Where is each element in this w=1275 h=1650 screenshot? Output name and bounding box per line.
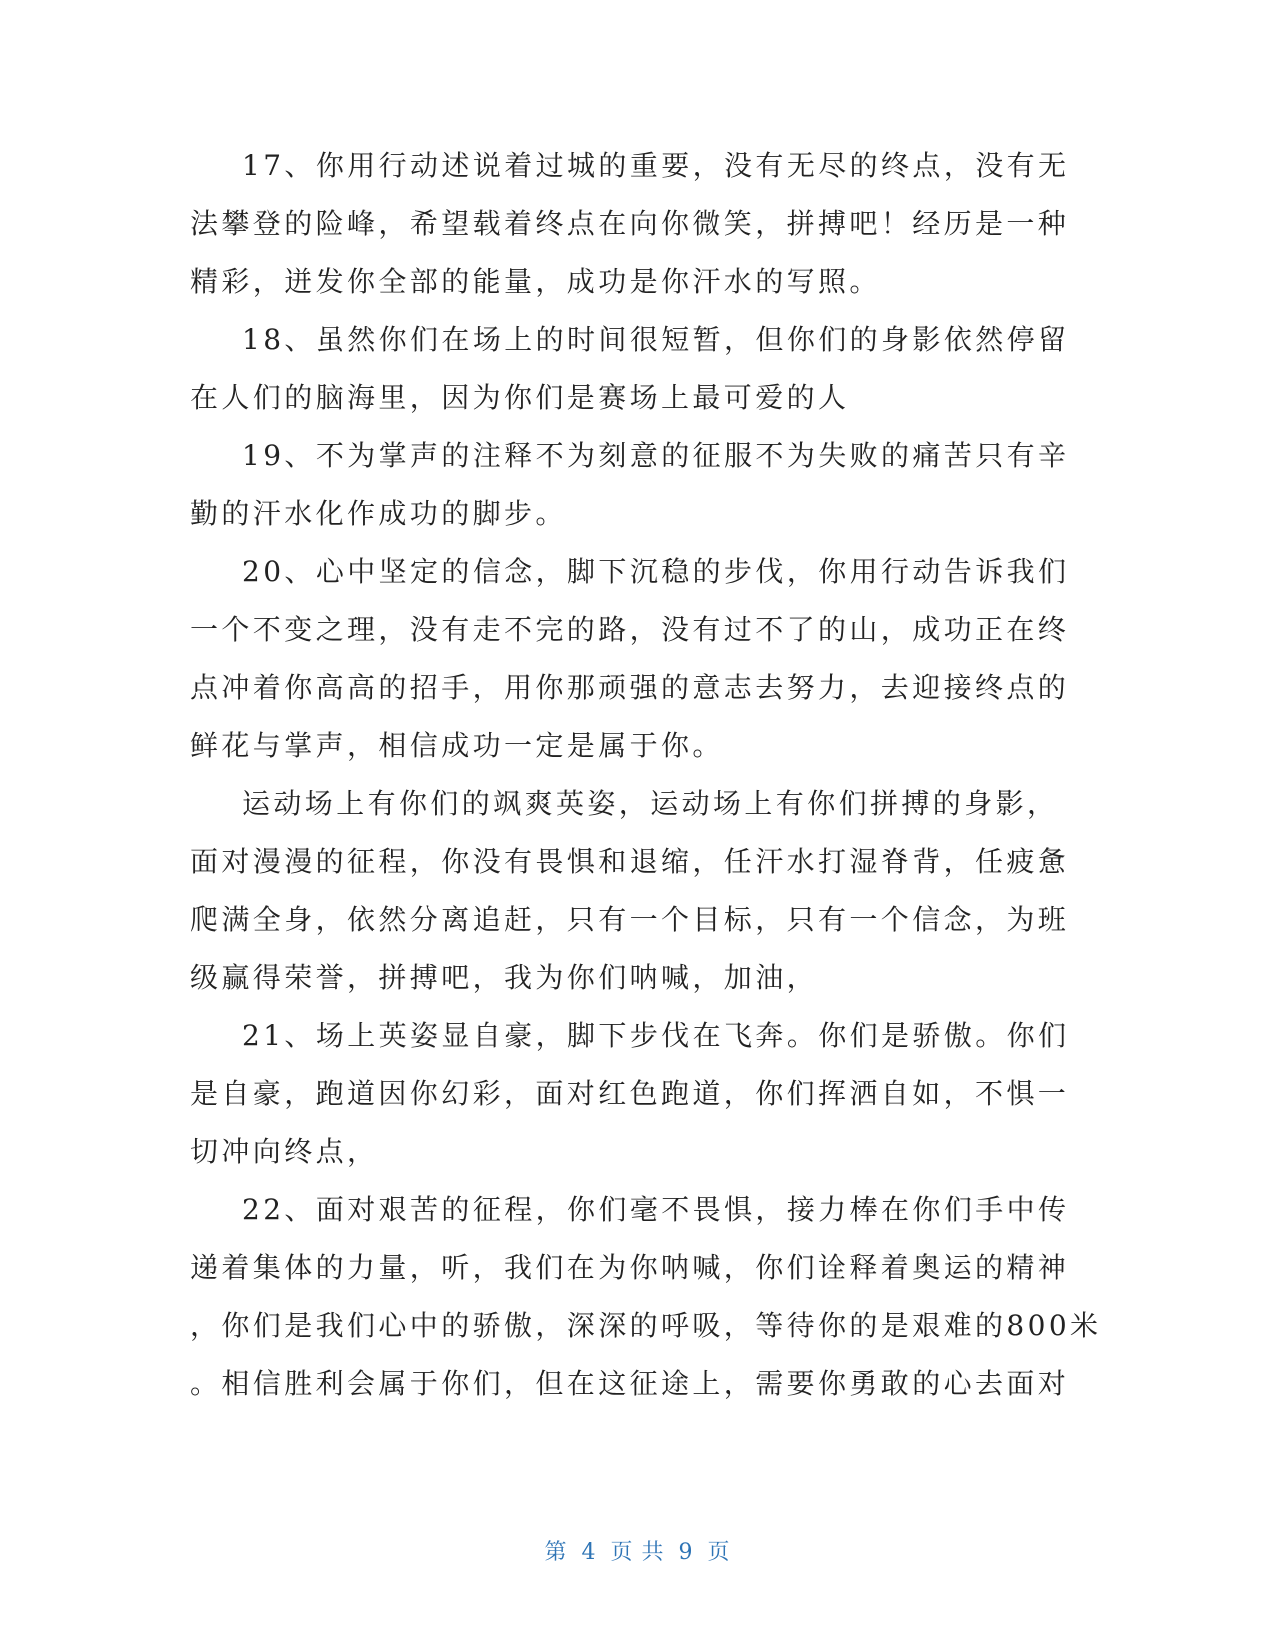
- text-line: 点冲着你高高的招手，用你那顽强的意志去努力，去迎接终点的: [190, 671, 1070, 704]
- text-line: 21、场上英姿显自豪，脚下步伐在飞奔。你们是骄傲。你们: [242, 1019, 1070, 1052]
- text-line: ，你们是我们心中的骄傲，深深的呼吸，等待你的是艰难的800米: [190, 1309, 1102, 1342]
- total-pages-number: 9: [678, 1540, 694, 1565]
- text-line: 切冲向终点，: [190, 1135, 379, 1168]
- footer-middle: 页 共: [610, 1540, 665, 1565]
- text-line: 精彩，迸发你全部的能量，成功是你汗水的写照。: [190, 265, 881, 298]
- text-line: 爬满全身，依然分离追赶，只有一个目标，只有一个信念，为班: [190, 903, 1070, 936]
- footer-prefix: 第: [544, 1540, 568, 1565]
- text-line: 法攀登的险峰，希望载着终点在向你微笑，拼搏吧！经历是一种: [190, 207, 1070, 240]
- text-line: 一个不变之理，没有走不完的路，没有过不了的山，成功正在终: [190, 613, 1070, 646]
- text-line: 递着集体的力量，听，我们在为你呐喊，你们诠释着奥运的精神: [190, 1251, 1070, 1284]
- page-footer: [0, 1538, 1275, 1568]
- text-line: 鲜花与掌声，相信成功一定是属于你。: [190, 729, 724, 762]
- text-line: 级赢得荣誉，拼搏吧，我为你们呐喊，加油，: [190, 961, 819, 994]
- text-line: 18、虽然你们在场上的时间很短暂，但你们的身影依然停留: [242, 323, 1070, 356]
- text-line: 在人们的脑海里，因为你们是赛场上最可爱的人: [190, 381, 850, 414]
- text-line: 是自豪，跑道因你幻彩，面对红色跑道，你们挥洒自如，不惧一: [190, 1077, 1070, 1110]
- text-line: 面对漫漫的征程，你没有畏惧和退缩，任汗水打湿脊背，任疲惫: [190, 845, 1070, 878]
- text-line: 。相信胜利会属于你们，但在这征途上，需要你勇敢的心去面对: [190, 1367, 1070, 1400]
- text-line: 20、心中坚定的信念，脚下沉稳的步伐，你用行动告诉我们: [242, 555, 1070, 588]
- text-line: 19、不为掌声的注释不为刻意的征服不为失败的痛苦只有辛: [242, 439, 1070, 472]
- footer-suffix: 页: [707, 1540, 731, 1565]
- text-line: 运动场上有你们的飒爽英姿，运动场上有你们拼搏的身影，: [242, 787, 1059, 820]
- text-line: 22、面对艰苦的征程，你们毫不畏惧，接力棒在你们手中传: [242, 1193, 1070, 1226]
- text-line: 勤的汗水化作成功的脚步。: [190, 497, 567, 530]
- text-line: 17、你用行动述说着过城的重要，没有无尽的终点，没有无: [242, 149, 1070, 182]
- current-page-number: 4: [581, 1540, 597, 1565]
